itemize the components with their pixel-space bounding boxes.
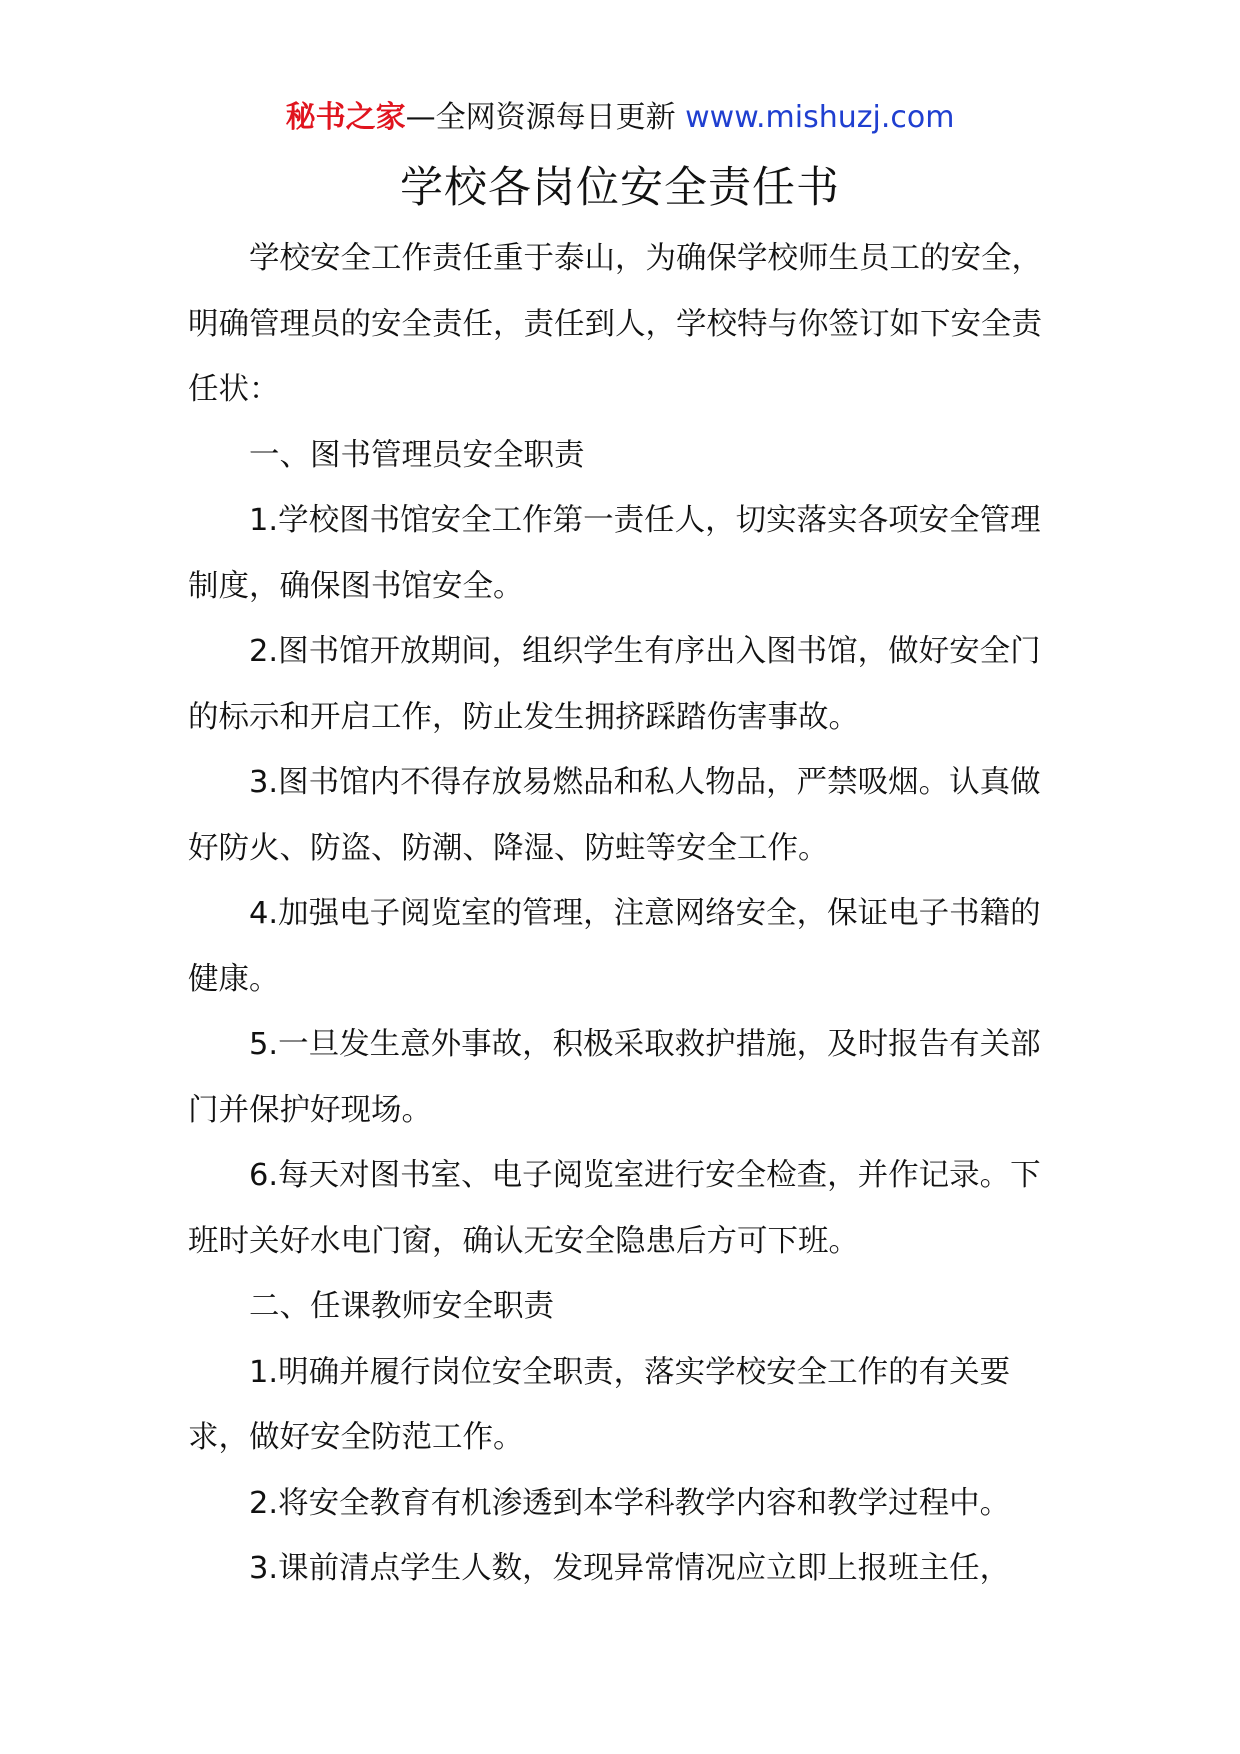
librarian-duty-5: 5.一旦发生意外事故，积极采取救护措施，及时报告有关部门并保护好现场。 bbox=[188, 1027, 1041, 1128]
section-heading-teacher: 二、任课教师安全职责 bbox=[249, 1289, 554, 1324]
intro-paragraph: 学校安全工作责任重于泰山，为确保学校师生员工的安全，明确管理员的安全责任，责任到人，学校特与你签订如下安全责任状： bbox=[188, 241, 1042, 407]
site-url-link[interactable]: www.mishuzj.com bbox=[685, 100, 955, 135]
teacher-duty-3: 3.课前清点学生人数，发现异常情况应立即上报班主任， bbox=[249, 1551, 1011, 1586]
document-body bbox=[188, 226, 1068, 1602]
teacher-duty-2: 2.将安全教育有机渗透到本学科教学内容和教学过程中。 bbox=[249, 1485, 1011, 1521]
site-tagline: —全网资源每日更新 bbox=[405, 100, 686, 135]
librarian-duty-1: 1.学校图书馆安全工作第一责任人，切实落实各项安全管理制度，确保图书馆安全。 bbox=[188, 503, 1041, 604]
section-heading-librarian: 一、图书管理员安全职责 bbox=[249, 437, 585, 473]
librarian-duty-4: 4.加强电子阅览室的管理，注意网络安全，保证电子书籍的健康。 bbox=[188, 896, 1041, 997]
document-title: 学校各岗位安全责任书 bbox=[400, 163, 840, 213]
site-brand: 秘书之家 bbox=[285, 100, 406, 135]
teacher-duty-1: 1.明确并履行岗位安全职责，落实学校安全工作的有关要求，做好安全防范工作。 bbox=[188, 1354, 1011, 1455]
librarian-duty-6: 6.每天对图书室、电子阅览室进行安全检查，并作记录。下班时关好水电门窗，确认无安全隐患后方可下班。 bbox=[188, 1158, 1041, 1259]
librarian-duty-3: 3.图书馆内不得存放易燃品和私人物品，严禁吸烟。认真做好防火、防盗、防潮、降湿、防蛀等安全工作。 bbox=[188, 765, 1041, 866]
librarian-duty-2: 2.图书馆开放期间，组织学生有序出入图书馆，做好安全门的标示和开启工作，防止发生拥挤踩踏伤害事故。 bbox=[188, 634, 1041, 735]
site-header bbox=[0, 98, 1240, 138]
